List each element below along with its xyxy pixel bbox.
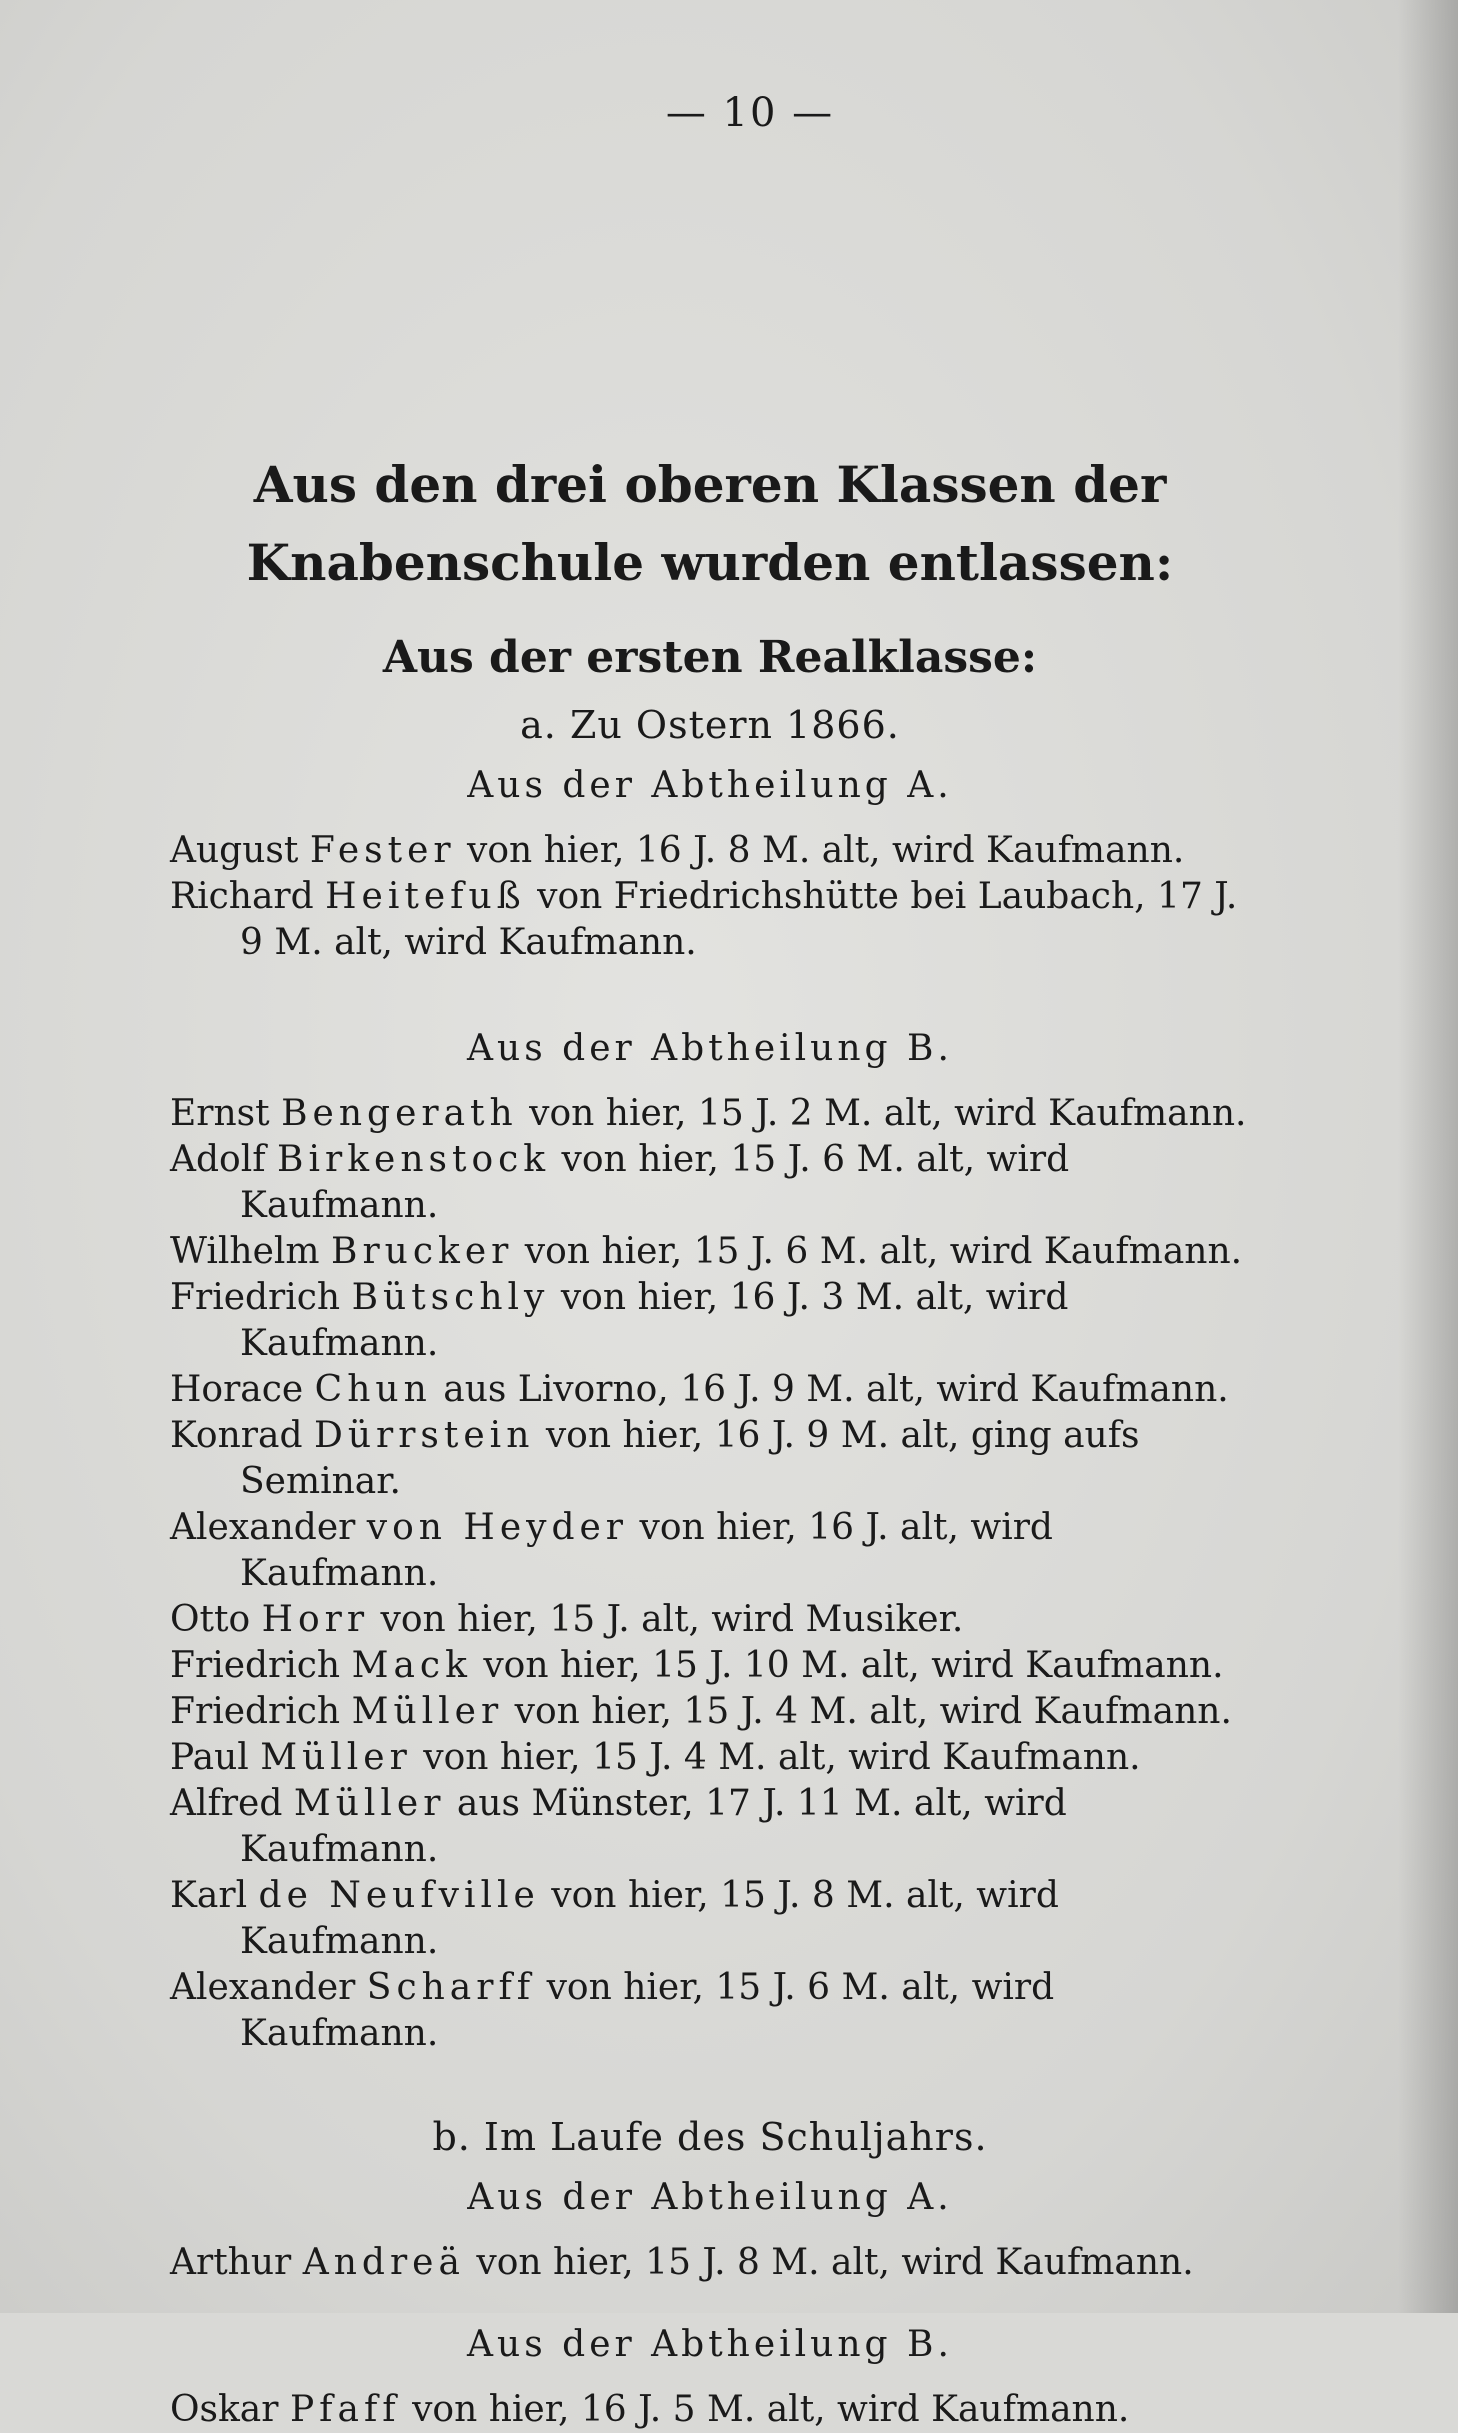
student-entry: Adolf Birkenstock von hier, 15 J. 6 M. alt, wird Kaufmann. xyxy=(170,1139,1070,1226)
bleed-through-text xyxy=(170,196,1250,376)
student-entry: Paul Müller von hier, 15 J. 4 M. alt, wird Kaufmann. xyxy=(170,1737,1141,1778)
student-entry: Oskar Pfaff von hier, 16 J. 5 M. alt, wird Kaufmann. xyxy=(170,2389,1130,2430)
student-entry: Arthur Andreä von hier, 15 J. 8 M. alt, wird Kaufmann. xyxy=(170,2242,1194,2283)
student-entry: Richard Heitefuß von Friedrichshütte bei Laubach, 17 J. 9 M. alt, wird Kaufmann. xyxy=(170,876,1238,963)
student-entry: Friedrich Mack von hier, 15 J. 10 M. alt, wird Kaufmann. xyxy=(170,1645,1224,1686)
student-entry: Alexander Scharff von hier, 15 J. 6 M. alt, wird Kaufmann. xyxy=(170,1967,1055,2054)
student-entry: Horace Chun aus Livorno, 16 J. 9 M. alt, wird Kaufmann. xyxy=(170,1369,1229,1410)
department-title: Aus der Abtheilung A. xyxy=(467,765,953,806)
page-content xyxy=(170,90,1250,2433)
student-entry: Otto Horr von hier, 15 J. alt, wird Musiker. xyxy=(170,1599,964,1640)
student-entry: Friedrich Bütschly von hier, 16 J. 3 M. alt, wird Kaufmann. xyxy=(170,1277,1069,1364)
department-title: Aus der Abtheilung B. xyxy=(467,2324,953,2365)
sub-heading: Aus der ersten Realklasse: xyxy=(382,632,1038,683)
student-entry: Karl de Neufville von hier, 15 J. 8 M. alt, wird Kaufmann. xyxy=(170,1875,1059,1962)
department-title: Aus der Abtheilung A. xyxy=(467,2177,953,2218)
student-entry: Wilhelm Brucker von hier, 15 J. 6 M. alt, wird Kaufmann. xyxy=(170,1231,1243,1272)
page-edge-shadow xyxy=(1398,0,1458,2313)
student-entry: Konrad Dürrstein von hier, 16 J. 9 M. alt, ging aufs Seminar. xyxy=(170,1415,1140,1502)
student-entry: Friedrich Müller von hier, 15 J. 4 M. alt, wird Kaufmann. xyxy=(170,1691,1232,1732)
page-number: — 10 — xyxy=(665,90,835,136)
student-entry: August Fester von hier, 16 J. 8 M. alt, wird Kaufmann. xyxy=(170,830,1185,871)
section-title-b: b. Im Laufe des Schuljahrs. xyxy=(432,2115,988,2159)
main-heading: Aus den drei oberen Klassen der Knabenschule wurden entlassen: xyxy=(246,455,1174,592)
student-entry: Alexander von Heyder von hier, 16 J. alt, wird Kaufmann. xyxy=(170,1507,1053,1594)
student-entry: Ernst Bengerath von hier, 15 J. 2 M. alt, wird Kaufmann. xyxy=(170,1093,1247,1134)
department-title: Aus der Abtheilung B. xyxy=(467,1028,953,1069)
section-title-a: a. Zu Ostern 1866. xyxy=(520,703,900,747)
student-entry: Alfred Müller aus Münster, 17 J. 11 M. alt, wird Kaufmann. xyxy=(170,1783,1067,1870)
